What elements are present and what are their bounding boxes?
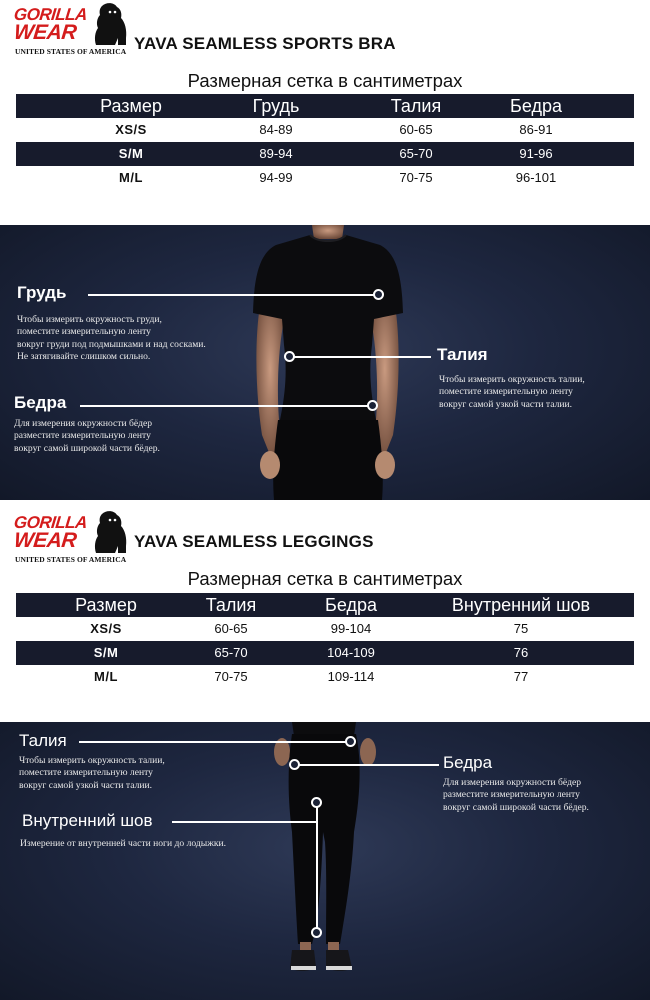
leggings-size-table bbox=[16, 593, 634, 693]
logo-text-line2: WEAR bbox=[12, 21, 78, 44]
cell-hips: 99-104 bbox=[330, 621, 372, 636]
cell-hips: 86-91 bbox=[519, 122, 553, 137]
logo-tagline: UNITED STATES OF AMERICA bbox=[15, 47, 127, 56]
table-row bbox=[16, 665, 634, 689]
gorilla-icon bbox=[88, 510, 128, 554]
leggings-measurement-guide bbox=[0, 722, 650, 1000]
cell-inseam: 77 bbox=[513, 669, 529, 684]
cell-hips: 91-96 bbox=[519, 146, 553, 161]
hips-measure-line bbox=[296, 764, 439, 766]
table-row bbox=[16, 641, 634, 665]
inseam-end-point bbox=[311, 927, 322, 938]
inseam-description: Измерение от внутренней части ноги до лодыжки. bbox=[20, 838, 227, 849]
model-figure-top bbox=[240, 225, 415, 500]
hips-label: Бедра bbox=[443, 753, 493, 772]
inseam-vertical-line bbox=[316, 807, 318, 933]
waist-measure-line bbox=[291, 356, 431, 358]
table-row bbox=[16, 166, 634, 190]
waist-description: Чтобы измерить окружность талии, поместите измерительную ленту вокруг самой узкой части талии. bbox=[19, 755, 165, 791]
header-waist: Талия bbox=[205, 595, 257, 615]
hips-measure-point bbox=[289, 759, 300, 770]
cell-chest: 84-89 bbox=[259, 122, 293, 137]
leggings-size-chart-section bbox=[0, 500, 650, 722]
cell-size: M/L bbox=[94, 669, 118, 684]
hips-measure-point bbox=[367, 400, 378, 411]
cell-waist: 70-75 bbox=[399, 170, 433, 185]
hips-measure-line bbox=[80, 405, 376, 407]
header-inseam: Внутренний шов bbox=[451, 595, 591, 615]
cell-inseam: 76 bbox=[513, 645, 529, 660]
cell-waist: 70-75 bbox=[214, 669, 248, 684]
table-row bbox=[16, 617, 634, 641]
logo-tagline: UNITED STATES OF AMERICA bbox=[15, 555, 127, 564]
cell-size: XS/S bbox=[90, 621, 122, 636]
table-header-row bbox=[16, 94, 634, 118]
header-size: Размер bbox=[75, 595, 137, 615]
cell-size: M/L bbox=[119, 170, 143, 185]
cell-waist: 60-65 bbox=[214, 621, 248, 636]
cell-size: XS/S bbox=[115, 122, 147, 137]
table-row bbox=[16, 118, 634, 142]
chart-title: Размерная сетка в сантиметрах bbox=[187, 70, 463, 91]
waist-label: Талия bbox=[19, 731, 67, 750]
bra-measurement-guide bbox=[0, 225, 650, 500]
cell-chest: 89-94 bbox=[259, 146, 293, 161]
hips-description: Для измерения окружности бёдер разместите измерительную ленту вокруг самой широкой части бёдер. bbox=[443, 777, 589, 813]
cell-size: S/M bbox=[93, 645, 119, 660]
header-hips: Бедра bbox=[325, 595, 377, 615]
hips-description: Для измерения окружности бёдер разместите измерительную ленту вокруг самой широкой части бёдер. bbox=[14, 418, 160, 454]
gorilla-icon bbox=[88, 2, 128, 46]
cell-hips: 104-109 bbox=[327, 645, 375, 660]
chart-title: Размерная сетка в сантиметрах bbox=[187, 568, 463, 589]
inseam-label: Внутренний шов bbox=[22, 811, 153, 830]
header-size: Размер bbox=[100, 96, 162, 116]
header-chest: Грудь bbox=[252, 96, 300, 116]
gorilla-wear-logo bbox=[14, 2, 126, 58]
chest-description: Чтобы измерить окружность груди, поместите измерительную ленту вокруг груди под подмышками и над сосками. Не затягивайте слишком сильно. bbox=[17, 314, 206, 363]
header-waist: Талия bbox=[390, 96, 442, 116]
bra-size-table bbox=[16, 94, 634, 194]
cell-hips: 109-114 bbox=[327, 669, 375, 684]
bra-size-chart-section bbox=[0, 0, 650, 225]
inseam-measure-line bbox=[172, 821, 317, 823]
table-header-row bbox=[16, 593, 634, 617]
hips-label: Бедра bbox=[14, 393, 67, 412]
cell-chest: 94-99 bbox=[259, 170, 293, 185]
product-title: YAVA SEAMLESS SPORTS BRA bbox=[134, 34, 396, 53]
header-hips: Бедра bbox=[510, 96, 562, 116]
cell-inseam: 75 bbox=[513, 621, 529, 636]
logo-text-line1: GORILLA bbox=[13, 5, 88, 24]
logo-text-line2: WEAR bbox=[12, 529, 78, 552]
chest-measure-line bbox=[88, 294, 378, 296]
waist-label: Талия bbox=[437, 345, 488, 364]
cell-hips: 96-101 bbox=[515, 170, 557, 185]
waist-description: Чтобы измерить окружность талии, поместите измерительную ленту вокруг самой узкой части талии. bbox=[439, 374, 585, 410]
table-row bbox=[16, 142, 634, 166]
inseam-start-point bbox=[311, 797, 322, 808]
waist-measure-line bbox=[79, 741, 351, 743]
chest-label: Грудь bbox=[17, 283, 67, 302]
waist-measure-point bbox=[345, 736, 356, 747]
cell-size: S/M bbox=[118, 146, 144, 161]
logo-text-line1: GORILLA bbox=[13, 513, 88, 532]
cell-waist: 65-70 bbox=[399, 146, 433, 161]
waist-measure-point bbox=[284, 351, 295, 362]
product-title: YAVA SEAMLESS LEGGINGS bbox=[134, 532, 374, 551]
cell-waist: 60-65 bbox=[399, 122, 433, 137]
chest-measure-point bbox=[373, 289, 384, 300]
cell-waist: 65-70 bbox=[214, 645, 248, 660]
gorilla-wear-logo bbox=[14, 510, 126, 566]
